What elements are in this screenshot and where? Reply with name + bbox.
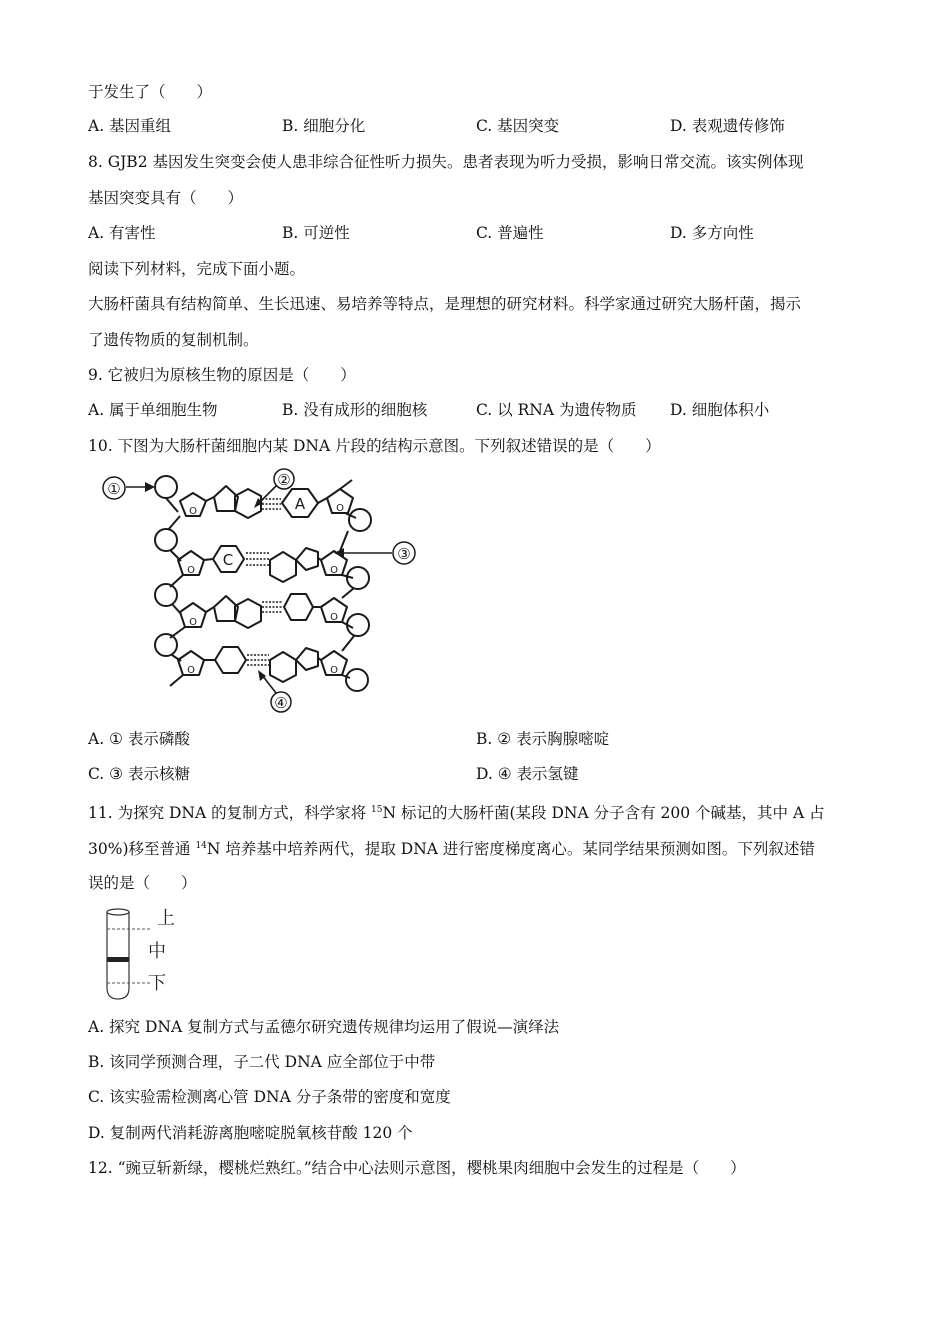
svg-text:O: O	[330, 665, 338, 676]
q7-option-d[interactable]: D. 表观遗传修饰	[670, 117, 785, 135]
tube-label-middle: 中	[148, 941, 166, 962]
q11-option-a[interactable]: A. 探究 DNA 复制方式与孟德尔研究遗传规律均运用了假说—演绎法	[88, 1018, 560, 1036]
centrifuge-tube-diagram	[100, 902, 180, 1004]
reading-material-line2: 了遗传物质的复制机制。	[88, 331, 259, 349]
q12-stem: 12. “豌豆斩新绿，樱桃烂熟红。”结合中心法则示意图，樱桃果肉细胞中会发生的过程是（ ）	[88, 1159, 746, 1177]
svg-text:O: O	[330, 565, 338, 576]
tube-label-top: 上	[157, 908, 175, 929]
q9-option-b[interactable]: B. 没有成形的细胞核	[282, 401, 428, 419]
q11-option-c[interactable]: C. 该实验需检测离心管 DNA 分子条带的密度和宽度	[88, 1088, 451, 1106]
q9-option-d[interactable]: D. 细胞体积小	[670, 401, 770, 419]
base-c-label: C	[222, 551, 234, 569]
base-a-label: A	[294, 495, 306, 513]
q7-option-a[interactable]: A. 基因重组	[88, 117, 172, 135]
svg-text:O: O	[187, 565, 195, 576]
tube-label-bottom: 下	[148, 973, 166, 994]
q11-option-d[interactable]: D. 复制两代消耗游离胞嘧啶脱氧核苷酸 120 个	[88, 1124, 413, 1142]
q11-stem-line2: 30%)移至普通 $^{14}$N 培养基中培养两代，提取 DNA 进行密度梯度离心。某同学结果预测如图。下列叙述错	[88, 840, 815, 858]
svg-text:O: O	[189, 617, 197, 628]
q10-option-a[interactable]: A. ① 表示磷酸	[88, 730, 190, 748]
svg-text:O: O	[330, 612, 338, 623]
q11-stem-line3: 误的是（ ）	[88, 874, 197, 892]
q7-option-c[interactable]: C. 基因突变	[476, 117, 560, 135]
q10-option-c[interactable]: C. ③ 表示核糖	[88, 765, 190, 783]
svg-text:O: O	[189, 506, 197, 517]
q10-option-b[interactable]: B. ② 表示胸腺嘧啶	[476, 730, 610, 748]
q8-option-a[interactable]: A. 有害性	[88, 224, 156, 242]
label-2: ②	[277, 471, 291, 489]
svg-text:O: O	[187, 665, 195, 676]
q9-stem: 9. 它被归为原核生物的原因是（ ）	[88, 366, 356, 384]
hydrogen-bonds	[246, 499, 283, 665]
q7-stem-tail: 于发生了（ ）	[88, 83, 213, 101]
label-4: ④	[274, 694, 288, 712]
reading-intro: 阅读下列材料，完成下面小题。	[88, 260, 306, 278]
q11-stem-line1: 11. 为探究 DNA 的复制方式，科学家将 $^{15}$N 标记的大肠杆菌(某段 DNA 分子含有 200 个碱基，其中 A 占	[88, 804, 825, 822]
dna-band	[107, 957, 129, 962]
q8-option-d[interactable]: D. 多方向性	[670, 224, 754, 242]
q8-option-b[interactable]: B. 可逆性	[282, 224, 350, 242]
dna-structure-diagram	[95, 462, 425, 717]
q11-option-b[interactable]: B. 该同学预测合理，子二代 DNA 应全部位于中带	[88, 1053, 436, 1071]
label-1: ①	[107, 480, 121, 498]
q8-stem-line2: 基因突变具有（ ）	[88, 189, 244, 207]
svg-text:O: O	[336, 503, 344, 514]
q9-option-a[interactable]: A. 属于单细胞生物	[88, 401, 218, 419]
q10-option-d[interactable]: D. ④ 表示氢键	[476, 765, 579, 783]
q10-stem: 10. 下图为大肠杆菌细胞内某 DNA 片段的结构示意图。下列叙述错误的是（ ）	[88, 437, 661, 455]
reading-material-line1: 大肠杆菌具有结构简单、生长迅速、易培养等特点，是理想的研究材料。科学家通过研究大肠杆菌，揭示	[88, 295, 802, 313]
q7-option-b[interactable]: B. 细胞分化	[282, 117, 366, 135]
q9-option-c[interactable]: C. 以 RNA 为遗传物质	[476, 401, 637, 419]
label-3: ③	[397, 545, 411, 563]
q8-stem-line1: 8. GJB2 基因发生突变会使人患非综合征性听力损失。患者表现为听力受损，影响日常交流。该实例体现	[88, 153, 804, 171]
centrifuge-tube	[107, 912, 129, 999]
q8-option-c[interactable]: C. 普遍性	[476, 224, 544, 242]
phosphate-circle	[155, 476, 177, 498]
